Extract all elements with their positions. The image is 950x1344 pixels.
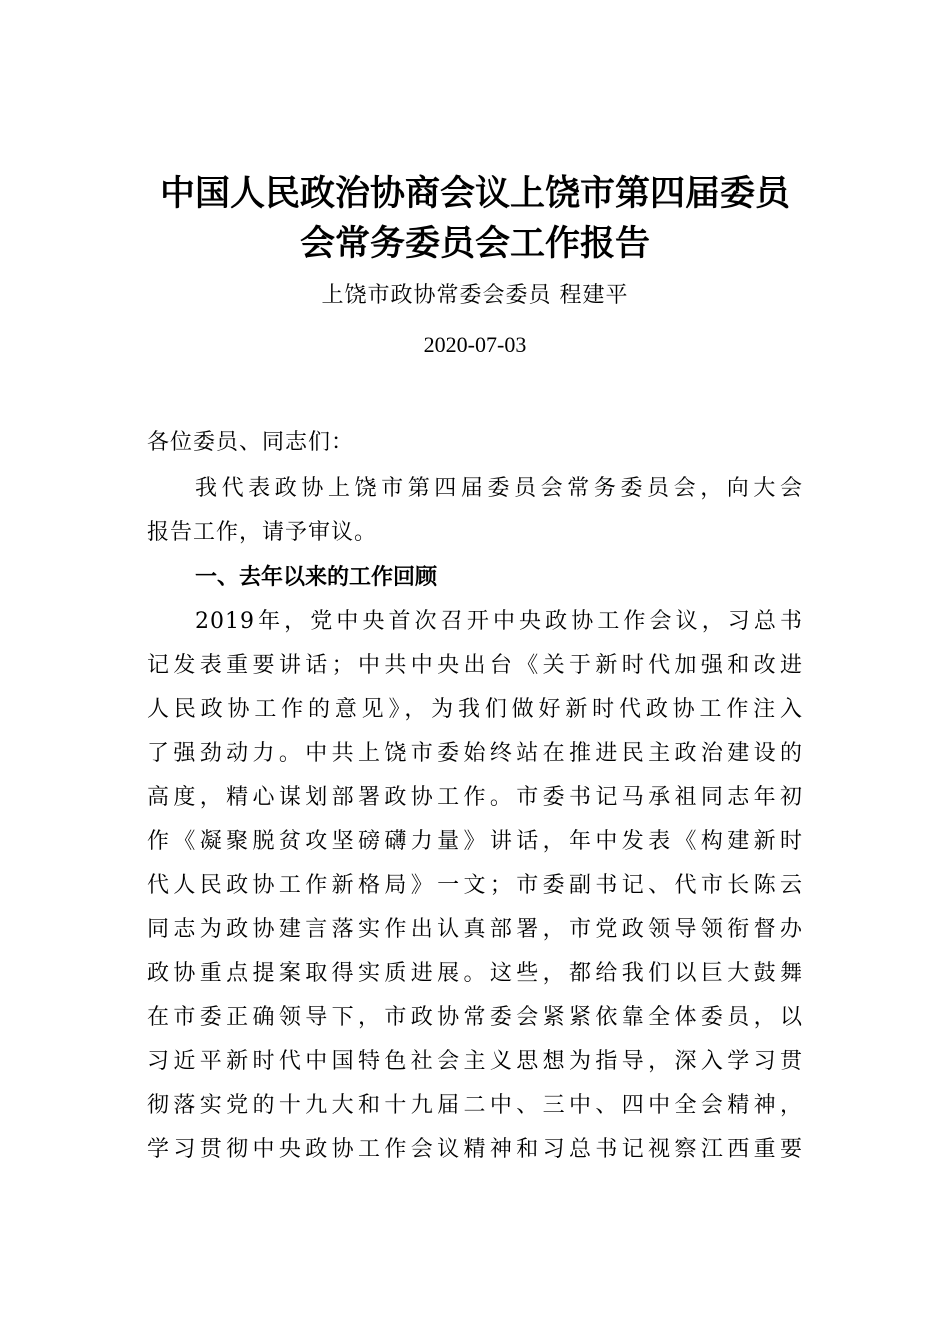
body-line: 政协重点提案取得实质进展。这些，都给我们以巨大鼓舞: [147, 961, 803, 986]
document-title-line-2: 会常务委员会工作报告: [299, 224, 650, 264]
section-heading: 一、去年以来的工作回顾: [195, 565, 438, 590]
document-title-line-1: 中国人民政治协商会议上饶市第四届委员: [159, 174, 790, 214]
body-line: 代人民政协工作新格局》一文；市委副书记、代市长陈云: [147, 873, 803, 898]
body-line: 高度，精心谋划部署政协工作。市委书记马承祖同志年初: [147, 785, 803, 810]
body-line: 学习贯彻中央政协工作会议精神和习总书记视察江西重要: [147, 1137, 803, 1162]
body-line: 彻落实党的十九大和十九届二中、三中、四中全会精神，: [147, 1093, 803, 1118]
body-line: 习近平新时代中国特色社会主义思想为指导，深入学习贯: [147, 1049, 803, 1074]
document-author: 上饶市政协常委会委员 程建平: [321, 283, 629, 308]
document-date: 2020-07-03: [423, 332, 527, 357]
body-line: 了强劲动力。中共上饶市委始终站在推进民主政治建设的: [147, 741, 803, 766]
body-line: 在市委正确领导下，市政协常委会紧紧依靠全体委员，以: [147, 1005, 803, 1030]
body-line: 2019年，党中央首次召开中央政协工作会议，习总书: [195, 609, 803, 634]
intro-line: 我代表政协上饶市第四届委员会常务委员会，向大会: [195, 476, 803, 501]
body-line: 作《凝聚脱贫攻坚磅礴力量》讲话，年中发表《构建新时: [147, 829, 803, 854]
body-line: 人民政协工作的意见》，为我们做好新时代政协工作注入: [147, 697, 803, 722]
body-line: 记发表重要讲话；中共中央出台《关于新时代加强和改进: [147, 653, 803, 678]
intro-line: 报告工作，请予审议。: [147, 520, 378, 545]
body-line: 同志为政协建言落实作出认真部署，市党政领导领衔督办: [147, 917, 803, 942]
salutation: 各位委员、同志们：: [147, 430, 355, 455]
